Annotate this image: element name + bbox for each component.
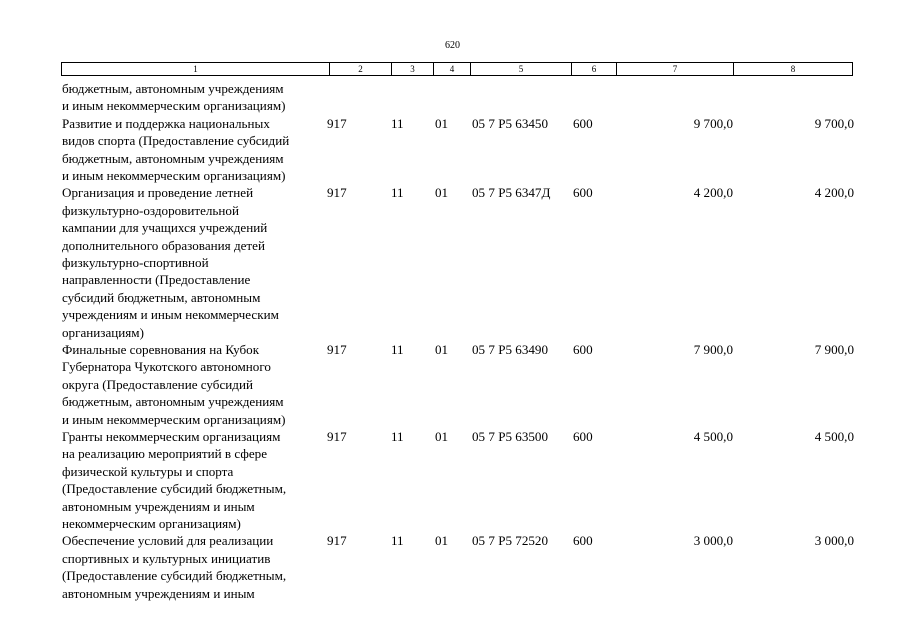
row-name-line: округа (Предоставление субсидий [62, 376, 253, 392]
row-subsection: 01 [435, 185, 449, 201]
row-name-line: Развитие и поддержка национальных [62, 115, 270, 131]
row-name-line: учреждениям и иным некоммерческим [62, 307, 279, 323]
row-amount-col7: 4 500,0 [693, 429, 733, 444]
continuation-text-line: бюджетным, автономным учреждениям [62, 81, 284, 96]
row-name-line: бюджетным, автономным учреждениям [62, 150, 284, 166]
row-section: 11 [391, 533, 404, 549]
row-amount-col7: 9 700,0 [693, 115, 733, 131]
row-expense-type: 600 [573, 533, 593, 549]
row-amount-col7: 3 000,0 [693, 533, 733, 549]
row-name-line: физкультурно-оздоровительной [62, 202, 239, 218]
header-col-7: 7 [616, 63, 733, 75]
row-section: 11 [391, 115, 404, 131]
row-amount-col8: 4 500,0 [814, 429, 854, 444]
row-admin-code: 917 [327, 429, 347, 444]
header-col-8: 8 [733, 63, 852, 75]
row-amount-col8: 7 900,0 [814, 342, 854, 357]
header-col-3: 3 [391, 63, 433, 75]
table-header-row [61, 62, 853, 76]
row-name-line: Гранты некоммерческим организациям [62, 429, 281, 444]
row-section: 11 [391, 342, 404, 357]
row-subsection: 01 [435, 533, 449, 549]
row-name-line: Финальные соревнования на Кубок [62, 342, 260, 357]
page-number: 620 [445, 40, 460, 51]
header-col-6: 6 [571, 63, 616, 75]
header-col-4: 4 [433, 63, 470, 75]
row-name-line: и иным некоммерческим организациям) [62, 168, 286, 183]
row-name-line: дополнительного образования детей [62, 237, 265, 253]
row-expense-type: 600 [573, 185, 593, 201]
row-target-article: 05 7 Р5 72520 [472, 533, 549, 549]
row-admin-code: 917 [327, 342, 347, 357]
row-amount-col7: 7 900,0 [693, 342, 733, 357]
row-name-line: спортивных и культурных инициатив [62, 550, 271, 566]
row-name-line: организациям) [62, 324, 144, 340]
header-col-2: 2 [329, 63, 391, 75]
row-expense-type: 600 [573, 342, 593, 357]
row-subsection: 01 [435, 429, 449, 444]
row-section: 11 [391, 185, 404, 201]
row-target-article: 05 7 Р5 63500 [472, 429, 549, 444]
row-expense-type: 600 [573, 429, 593, 444]
row-name-line: физической культуры и спорта [62, 463, 234, 479]
row-name-line: направленности (Предоставление [62, 272, 251, 288]
row-section: 11 [391, 429, 404, 444]
row-expense-type: 600 [573, 115, 593, 131]
row-name-line: видов спорта (Предоставление субсидий [62, 133, 290, 149]
row-name-line: Организация и проведение летней [62, 185, 254, 201]
row-name-line: физкультурно-спортивной [62, 255, 209, 270]
row-name-line: некоммерческим организациям) [62, 516, 241, 531]
row-name-line: и иным некоммерческим организациям) [62, 411, 286, 427]
row-name-line: автономным учреждениям и иным [62, 498, 255, 514]
header-col-5: 5 [470, 63, 571, 75]
row-subsection: 01 [435, 342, 449, 357]
row-name-line: кампании для учащихся учреждений [62, 220, 268, 236]
row-amount-col7: 4 200,0 [693, 185, 733, 201]
row-subsection: 01 [435, 115, 449, 131]
row-amount-col8: 4 200,0 [814, 185, 854, 201]
row-target-article: 05 7 Р5 63490 [472, 342, 549, 357]
row-target-article: 05 7 Р5 6347Д [472, 185, 551, 201]
header-col-1: 1 [193, 64, 198, 74]
row-admin-code: 917 [327, 115, 347, 131]
row-name-line: Обеспечение условий для реализации [62, 533, 274, 549]
row-name-line: субсидий бюджетным, автономным [62, 289, 261, 305]
row-name-line: на реализацию мероприятий в сфере [62, 446, 267, 462]
continuation-text-line: и иным некоммерческим организациям) [62, 98, 286, 114]
row-name-line: автономным учреждениям и иным [62, 585, 255, 601]
row-name-line: (Предоставление субсидий бюджетным, [62, 481, 287, 497]
row-admin-code: 917 [327, 533, 347, 549]
row-target-article: 05 7 Р5 63450 [472, 115, 549, 131]
row-amount-col8: 3 000,0 [814, 533, 854, 549]
row-name-line: бюджетным, автономным учреждениям [62, 394, 284, 410]
row-name-line: (Предоставление субсидий бюджетным, [62, 568, 287, 584]
row-amount-col8: 9 700,0 [814, 115, 854, 131]
row-admin-code: 917 [327, 185, 347, 201]
row-name-line: Губернатора Чукотского автономного [62, 359, 271, 375]
